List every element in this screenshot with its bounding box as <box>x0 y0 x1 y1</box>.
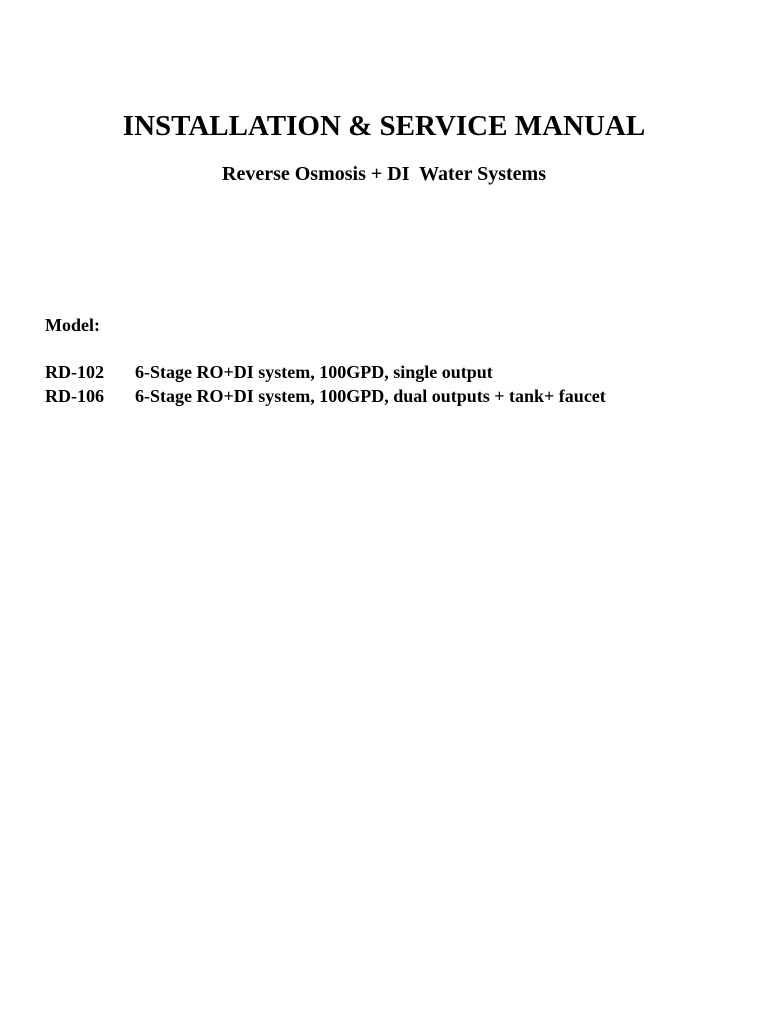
model-description: 6-Stage RO+DI system, 100GPD, single output <box>135 362 493 382</box>
model-code: RD-102 <box>45 362 104 382</box>
model-description: 6-Stage RO+DI system, 100GPD, dual outputs + tank+ faucet <box>135 386 606 406</box>
model-row <box>45 384 606 408</box>
manual-subtitle: Reverse Osmosis + DI Water Systems <box>222 163 546 185</box>
model-code: RD-106 <box>45 386 104 406</box>
model-row <box>45 360 606 384</box>
model-list <box>45 360 606 408</box>
manual-title: INSTALLATION & SERVICE MANUAL <box>122 110 646 142</box>
model-heading: Model: <box>45 315 100 335</box>
